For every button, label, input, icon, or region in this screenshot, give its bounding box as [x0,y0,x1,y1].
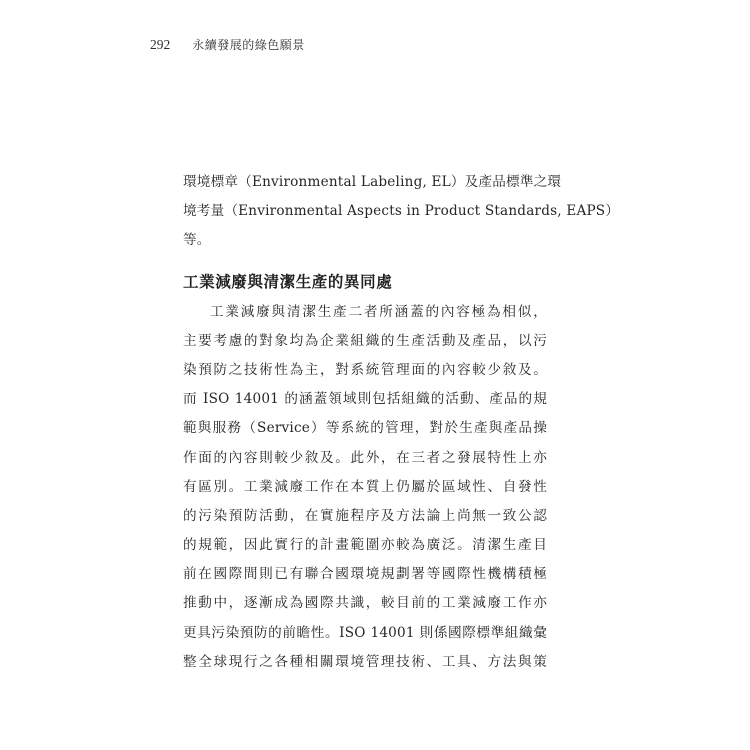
paragraph-line: 推動中，逐漸成為國際共識，較目前的工業減廢工作亦 [183,595,547,612]
paragraph-line: 而 ISO 14001 的涵蓋領域則包括組織的活動、產品的規 [183,391,547,408]
paragraph-line: 的污染預防活動，在實施程序及方法論上尚無一致公認 [183,507,547,524]
intro-line: 境考量（Environmental Aspects in Product Standards, EAPS） [183,203,620,220]
running-header [150,36,305,56]
paragraph-line: 有區別。工業減廢工作在本質上仍屬於區域性、自發性 [183,478,547,495]
paragraph-line: 的規範，因此實行的計畫範圍亦較為廣泛。清潔生產目 [183,537,547,554]
paragraph-line: 主要考慮的對象均為企業組織的生產活動及產品，以污 [183,332,547,349]
paragraph-line: 更具污染預防的前瞻性。ISO 14001 則係國際標準組織彙 [183,624,547,641]
paragraph-line: 作面的內容則較少敘及。此外，在三者之發展特性上亦 [183,449,547,466]
paragraph-line: 染預防之技術性為主，對系統管理面的內容較少敘及。 [183,361,547,378]
section-heading: 工業減廢與清潔生產的異同處 [183,272,393,291]
intro-line: 等。 [183,232,211,249]
paragraph-line: 範與服務（Service）等系統的管理，對於生產與產品操 [183,420,547,437]
intro-line: 環境標章（Environmental Labeling, EL）及產品標準之環 [183,174,562,190]
page-body [183,168,620,677]
book-title: 永續發展的綠色願景 [192,38,305,52]
paragraph-line: 工業減廢與清潔生產二者所涵蓋的內容極為相似， [210,303,547,320]
page-number: 292 [150,37,171,52]
paragraph-line: 整全球現行之各種相關環境管理技術、工具、方法與策 [183,653,547,670]
paragraph-line: 前在國際間則已有聯合國環境規劃署等國際性機構積極 [183,566,547,583]
